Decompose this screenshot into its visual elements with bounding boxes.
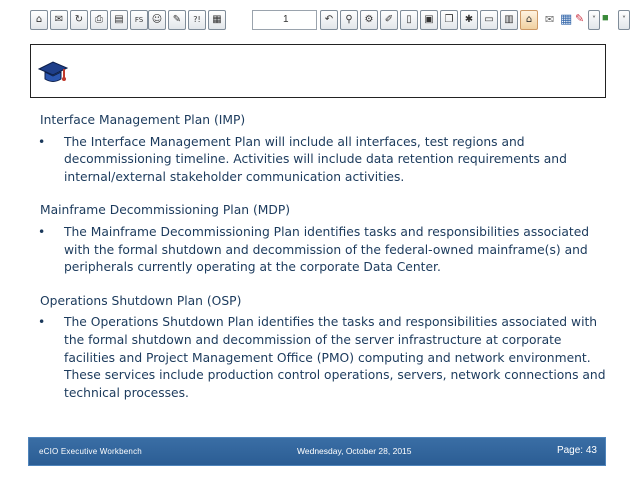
footer-page-number: Page: 43	[556, 445, 597, 456]
green-book-icon[interactable]: ■	[602, 12, 609, 24]
section-osp	[40, 293, 610, 403]
folder-icon[interactable]: ▤	[110, 10, 128, 30]
back-icon[interactable]: ↶	[320, 10, 338, 30]
slide-header	[30, 44, 606, 98]
section-title: Mainframe Decommissioning Plan (MDP)	[40, 203, 291, 218]
mail-icon[interactable]: ✉	[50, 10, 68, 30]
dropdown-arrow-icon[interactable]: ˅	[588, 10, 600, 30]
tasks-icon[interactable]: ✎	[575, 13, 585, 25]
print-icon[interactable]: ⎙	[90, 10, 108, 30]
envelope-icon[interactable]: ✉	[545, 14, 555, 26]
brush-icon[interactable]: ✐	[380, 10, 398, 30]
bullet-marker: •	[38, 315, 46, 330]
bullet-marker: •	[38, 224, 46, 239]
slide-footer	[28, 437, 606, 466]
section-imp	[40, 112, 610, 186]
footer-date: Wednesday, October 28, 2015	[297, 446, 412, 456]
calendar-icon[interactable]: ▥	[500, 10, 518, 30]
tools-icon[interactable]: ⚙	[360, 10, 378, 30]
section-title: Operations Shutdown Plan (OSP)	[40, 293, 242, 308]
graduation-cap-logo-icon	[37, 59, 69, 85]
pin-icon[interactable]: ✱	[460, 10, 478, 30]
dropdown-arrow-icon-2[interactable]: ˅	[618, 10, 630, 30]
document-icon[interactable]: ▯	[400, 10, 418, 30]
bullet-text: The Mainframe Decommissioning Plan identifies tasks and responsibilities associated with the formal shutdown and decommission of the federal-owned mainframe(s) and peripherals currently operating at the corporate Data Center.	[64, 224, 590, 275]
bullet-item	[40, 314, 610, 402]
section-mdp	[40, 202, 610, 276]
lock-icon[interactable]: ⌂	[520, 10, 538, 30]
refresh-icon[interactable]: ↻	[70, 10, 88, 30]
toolbar	[30, 8, 626, 34]
slide-body	[40, 112, 610, 418]
bullet-text: The Interface Management Plan will include all interfaces, test regions and decommissioning timeline. Activities will include data retention requirements and internal/external stakeholder communication activities.	[64, 134, 567, 184]
footer-brand: eCIO Executive Workbench	[39, 447, 142, 456]
save-icon[interactable]: ▣	[420, 10, 438, 30]
copy-icon[interactable]: ❐	[440, 10, 458, 30]
home-icon[interactable]: ⌂	[30, 10, 48, 30]
notes-icon[interactable]: ▦	[208, 10, 226, 30]
smiley-icon[interactable]: ☺	[148, 10, 166, 30]
calendar-view-icon[interactable]: ▦	[560, 11, 573, 26]
bullet-marker: •	[38, 134, 46, 149]
bullet-text: The Operations Shutdown Plan identifies the tasks and responsibilities associated with the formal shutdown and decommission of the server infrastructure at corporate facilities and Project Management Office (PMO) computing and network environment. These services include production control operations, servers, network connections and technical processes.	[64, 315, 606, 400]
note-icon[interactable]: ▭	[480, 10, 498, 30]
binoculars-icon[interactable]: ⚲	[340, 10, 358, 30]
section-title: Interface Management Plan (IMP)	[40, 113, 246, 127]
fs-icon[interactable]: FS	[130, 10, 148, 30]
help-icon[interactable]: ?!	[188, 10, 206, 30]
page-number-input[interactable]: 1	[252, 10, 317, 30]
bullet-item	[40, 134, 610, 187]
bullet-item	[40, 224, 610, 277]
edit-icon[interactable]: ✎	[168, 10, 186, 30]
